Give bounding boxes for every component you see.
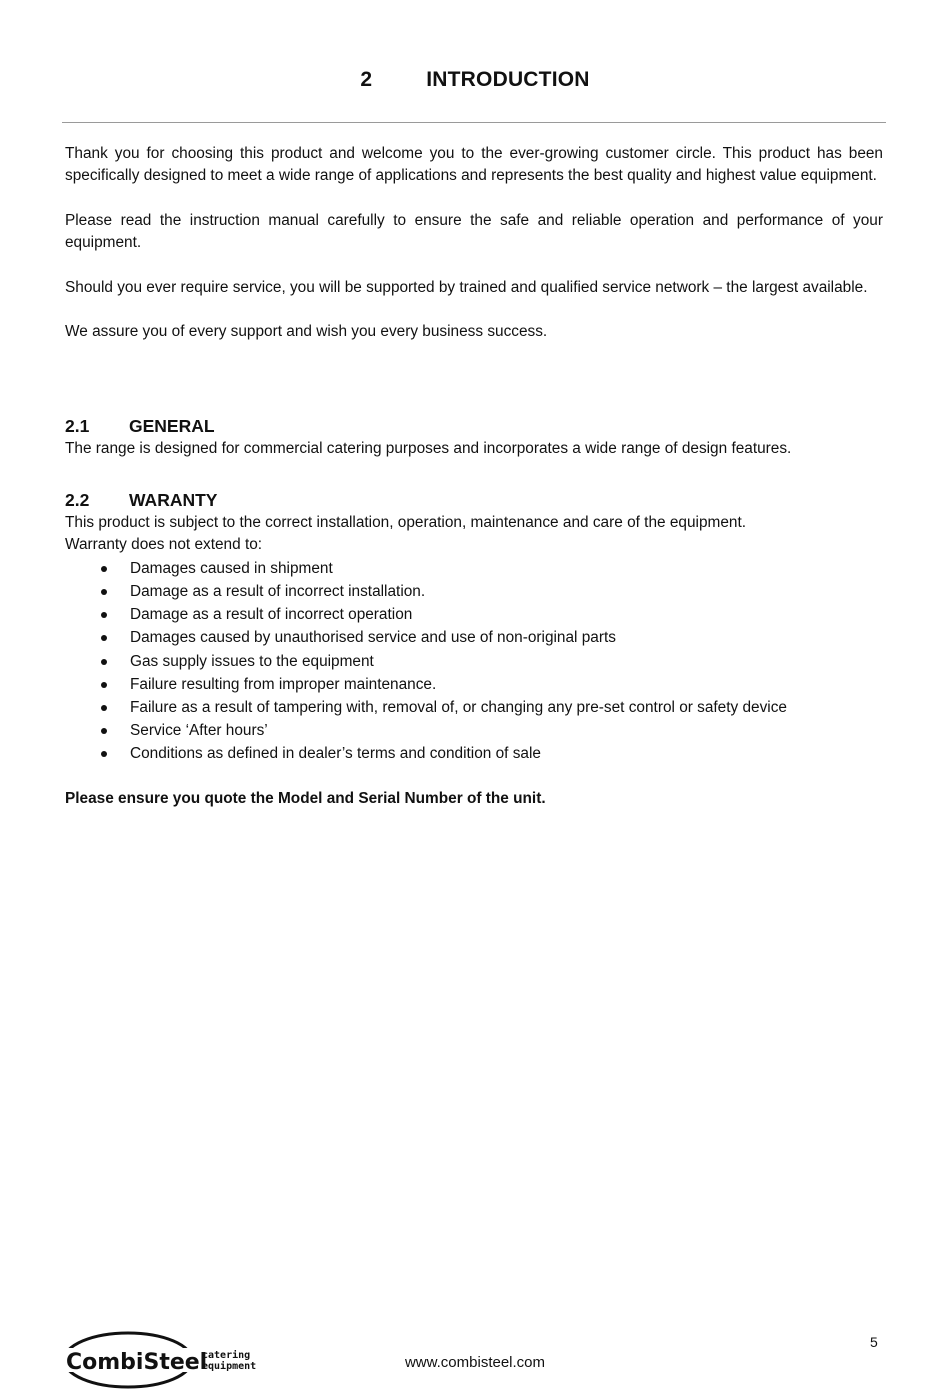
chapter-title-text: INTRODUCTION — [426, 68, 590, 91]
warranty-section — [65, 488, 883, 810]
general-section — [65, 414, 883, 460]
section-heading-warranty — [65, 488, 883, 512]
section-title: WARANTY — [129, 490, 218, 510]
title-divider — [62, 122, 886, 123]
logo-tagline-2: equipment — [202, 1361, 257, 1372]
list-item-text: Gas supply issues to the equipment — [130, 652, 374, 670]
list-item-text: Failure resulting from improper maintenance. — [130, 675, 437, 693]
footer-url: www.combisteel.com — [404, 1354, 546, 1371]
general-text: The range is designed for commercial catering purposes and incorporates a wide range of design features. — [65, 440, 792, 457]
list-item — [65, 557, 883, 580]
intro-section — [65, 143, 883, 343]
section-number: 2.1 — [65, 416, 90, 436]
list-item — [65, 742, 883, 765]
warranty-text: Warranty does not extend to: — [65, 536, 263, 554]
section-title: GENERAL — [129, 416, 215, 436]
logo-tagline-1: catering — [202, 1350, 251, 1361]
list-item — [65, 673, 883, 696]
warranty-exclusions-list — [65, 557, 883, 766]
list-item — [65, 580, 883, 603]
chapter-title — [0, 68, 950, 92]
bullet-icon — [101, 589, 107, 595]
page-number: 5 — [870, 1334, 878, 1350]
bullet-icon — [101, 635, 107, 641]
section-heading-general — [65, 414, 883, 438]
section-number: 2.2 — [65, 490, 90, 510]
intro-paragraph: We assure you of every support and wish you every business success. — [65, 323, 548, 341]
bullet-icon — [101, 659, 107, 665]
warranty-text: This product is subject to the correct installation, operation, maintenance and care of the equipment. — [65, 514, 746, 531]
list-item — [65, 603, 883, 626]
list-item-text: Service ‘After hours’ — [130, 722, 268, 740]
serial-number-note: Please ensure you quote the Model and Serial Number of the unit. — [65, 789, 546, 807]
list-item-text: Failure as a result of tampering with, removal of, or changing any pre-set control or safety device — [130, 699, 787, 717]
bullet-icon — [101, 705, 107, 711]
logo-brand: CombiSteel — [66, 1350, 208, 1375]
list-item-text: Damages caused in shipment — [130, 559, 333, 577]
list-item-text: Damage as a result of incorrect operation — [130, 606, 413, 624]
list-item-text: Damages caused by unauthorised service and use of non-original parts — [130, 629, 616, 647]
list-item — [65, 650, 883, 673]
intro-paragraph: Thank you for choosing this product and welcome you to the ever-growing customer circle. This product has been specifically designed to meet a wide range of applications and represents the best quality and highest value equipment. — [65, 145, 883, 185]
bullet-icon — [101, 566, 107, 572]
intro-paragraph: Please read the instruction manual carefully to ensure the safe and reliable operation and performance of your equipment. — [65, 211, 883, 252]
list-item — [65, 696, 883, 719]
list-item-text: Damage as a result of incorrect installation. — [130, 583, 426, 601]
list-item-text: Conditions as defined in dealer’s terms and condition of sale — [130, 745, 541, 763]
list-item — [65, 626, 883, 649]
bullet-icon — [101, 751, 107, 757]
list-item — [65, 719, 883, 742]
intro-paragraph: Should you ever require service, you will be supported by trained and qualified service network – the largest available. — [65, 278, 868, 296]
chapter-number: 2 — [360, 68, 373, 91]
bullet-icon — [101, 612, 107, 618]
bullet-icon — [101, 728, 107, 734]
bullet-icon — [101, 682, 107, 688]
